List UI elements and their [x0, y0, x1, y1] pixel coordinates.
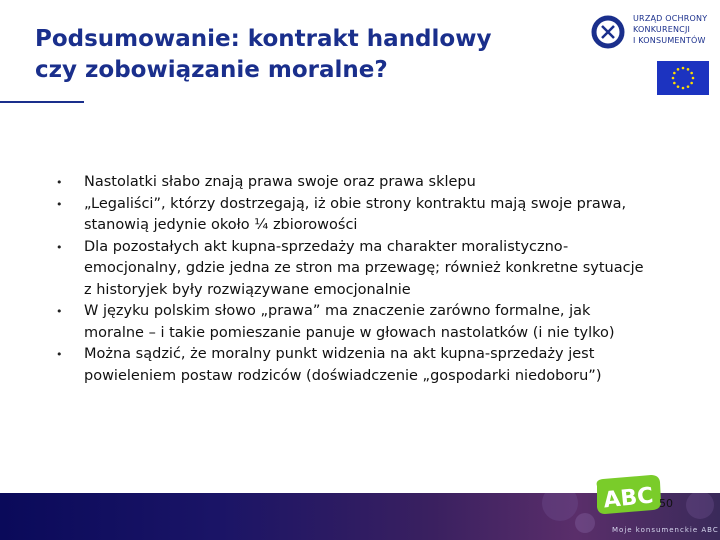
uokik-logo-icon	[590, 14, 626, 50]
eu-star-icon	[687, 85, 690, 88]
bullet-text: Dla pozostałych akt kupna-sprzedaży ma charakter moralistyczno-emocjonalny, gdzie jedna ze stron ma przewagę; również konkretne sytuacje z historyjek były rozwiązywane emocjonalnie	[84, 238, 644, 298]
bullet-item	[52, 237, 652, 302]
logo-text-line-2: KONKURENCJI	[633, 25, 691, 34]
bullet-dot: •	[56, 176, 63, 189]
uokik-logo-text	[633, 13, 713, 46]
bullet-text: Można sądzić, że moralny punkt widzenia na akt kupna-sprzedaży jest powieleniem postaw rodziców (doświadczenie „gospodarki niedoboru”)	[84, 346, 602, 384]
abc-badge-icon	[593, 472, 663, 516]
eu-star-icon	[677, 68, 680, 71]
slide-title	[35, 24, 575, 86]
footer-tagline: Moje konsumenckie ABC	[612, 526, 719, 534]
eu-star-icon	[682, 67, 685, 70]
slide-number: 50	[659, 497, 673, 510]
bullet-text: Nastolatki słabo znają prawa swoje oraz prawa sklepu	[84, 174, 476, 190]
logo-text-line-3: I KONSUMENTÓW	[633, 36, 706, 45]
eu-star-icon	[677, 85, 680, 88]
eu-star-icon	[690, 82, 693, 85]
title-line-2: czy zobowiązanie moralne?	[35, 57, 388, 83]
title-underline	[0, 101, 84, 103]
eu-star-icon	[682, 87, 685, 90]
logo-text-line-1: URZĄD OCHRONY	[633, 14, 708, 23]
eu-stars	[657, 61, 709, 95]
bullet-dot: •	[56, 305, 63, 318]
bullet-item	[52, 194, 652, 237]
bullet-item	[52, 344, 652, 387]
bullet-item	[52, 301, 652, 344]
bullet-dot: •	[56, 240, 63, 254]
eu-star-icon	[687, 68, 690, 71]
bullet-text: „Legaliści”, którzy dostrzegają, iż obie strony kontraktu mają swoje prawa, stanowią jedynie około ¼ zbiorowości	[84, 195, 627, 233]
bullet-dot: •	[56, 348, 63, 361]
badge-text: ABC	[602, 483, 655, 514]
eu-star-icon	[673, 82, 676, 85]
bullet-item	[52, 172, 652, 194]
eu-star-icon	[673, 72, 676, 75]
eu-star-icon	[672, 77, 675, 80]
bullet-dot: •	[56, 197, 63, 211]
bullet-text: W języku polskim słowo „prawa” ma znaczenie zarówno formalne, jak moralne – i takie pomieszanie panuje w głowach nastolatków (i nie tylko)	[84, 303, 615, 341]
title-line-1: Podsumowanie: kontrakt handlowy	[35, 26, 492, 52]
eu-flag-icon	[657, 61, 709, 95]
uokik-logo	[590, 12, 710, 52]
eu-star-icon	[692, 77, 695, 80]
eu-star-icon	[690, 72, 693, 75]
bullet-list	[52, 172, 652, 387]
